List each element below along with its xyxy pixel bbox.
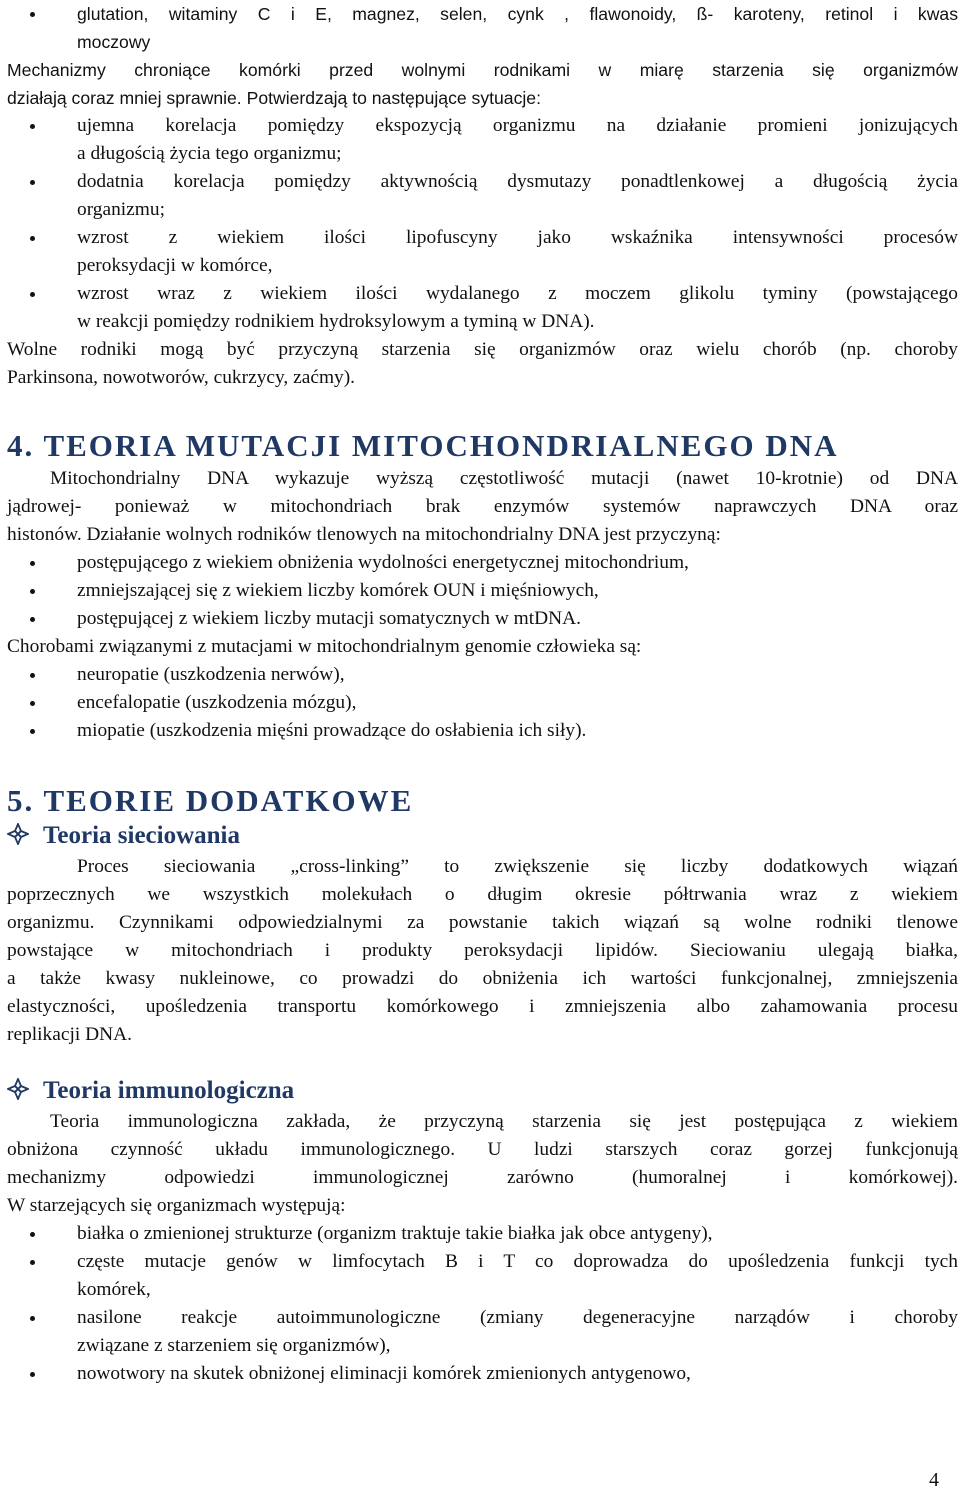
line: komórek, (77, 1279, 151, 1300)
paragraph-line: powstające w mitochondriach i produkty peroksydacji lipidów. Sieciowaniu ulegają białka, (7, 940, 958, 961)
line: wzrost wraz z wiekiem ilości wydalanego z moczem glikolu tyminy (powstającego (77, 283, 958, 304)
paragraph-line: a także kwasy nukleinowe, co prowadzi do obniżenia ich wartości funkcjonalnej, zmniejszenia (7, 968, 958, 989)
line: ujemna korelacja pomiędzy ekspozycją organizmu na działanie promieni jonizujących (77, 115, 958, 136)
paragraph-line: Mitochondrialny DNA wykazuje wyższą częstotliwość mutacji (nawet 10-krotnie) od DNA (50, 468, 958, 489)
subsection-title: Teoria immunologiczna (43, 1077, 295, 1104)
text-run: działają coraz mniej sprawnie. (7, 88, 242, 108)
list-item: postępującego z wiekiem obniżenia wydolności energetycznej mitochondrium, (77, 549, 958, 577)
list-item (77, 0, 958, 56)
paragraph-line: obniżona czynność układu immunologicznego. U ludzi starszych coraz gorzej funkcjonują (7, 1139, 958, 1160)
line: wzrost z wiekiem ilości lipofuscyny jako wskaźnika intensywności procesów (77, 227, 958, 248)
list-item: miopatie (uszkodzenia mięśni prowadzące do osłabienia ich siły). (77, 717, 958, 745)
paragraph-line: Wolne rodniki mogą być przyczyną starzenia się organizmów oraz wielu chorób (np. choroby (7, 339, 958, 360)
list-item (77, 1248, 958, 1304)
paragraph-line: W starzejących się organizmach występują: (7, 1195, 346, 1216)
line: związane z starzeniem się organizmów), (77, 1335, 391, 1356)
paragraph-line: Proces sieciowania „cross-linking” to zwiększenie się liczby dodatkowych wiązań (77, 856, 958, 877)
list-item (77, 224, 958, 280)
paragraph-line: poprzecznych we wszystkich molekułach o długim okresie półtrwania wraz z wiekiem (7, 884, 958, 905)
list-item (77, 1360, 958, 1388)
paragraph-line: jądrowej- ponieważ w mitochondriach brak enzymów systemów naprawczych DNA oraz (7, 496, 958, 517)
list-item: zmniejszającej się z wiekiem liczby komórek OUN i mięśniowych, (77, 577, 958, 605)
list-item: postępującej z wiekiem liczby mutacji somatycznych w mtDNA. (77, 605, 958, 633)
list-item: neuropatie (uszkodzenia nerwów), (77, 661, 958, 689)
line: częste mutacje genów w limfocytach B i T co doprowadza do upośledzenia funkcji tych (77, 1251, 958, 1272)
line: moczowy (77, 32, 151, 52)
list-item (77, 1220, 958, 1248)
paragraph-line: elastyczności, upośledzenia transportu komórkowego i zmniejszenia albo zahamowania procesu (7, 996, 958, 1017)
subsection-title: Teoria sieciowania (43, 822, 240, 849)
paragraph-line: organizmu. Czynnikami odpowiedzialnymi za powstanie takich wiązań są wolne rodniki tlenowe (7, 912, 958, 933)
list-item (77, 112, 958, 168)
diamond-bullet-icon (7, 823, 29, 845)
line: a długością życia tego organizmu; (77, 143, 342, 164)
page-number: 4 (929, 1469, 939, 1491)
text-run: Potwierdzają to następujące sytuacje: (241, 88, 541, 108)
paragraph-line: Parkinsona, nowotworów, cukrzycy, zaćmy). (7, 367, 356, 388)
list-item (77, 280, 958, 336)
line: w reakcji pomiędzy rodnikiem hydroksylowym a tyminą w DNA). (77, 311, 595, 332)
paragraph-line: mechanizmy odpowiedzi immunologicznej zarówno (humoralnej i komórkowej). (7, 1167, 958, 1188)
line: nowotwory na skutek obniżonej eliminacji komórek zmienionych antygenowo, (77, 1363, 691, 1384)
paragraph-line: Teoria immunologiczna zakłada, że przyczyną starzenia się jest postępująca z wiekiem (50, 1111, 958, 1132)
subsection-heading (7, 1075, 294, 1107)
section-heading: 5. TEORIE DODATKOWE (7, 783, 414, 818)
paragraph-line: replikacji DNA. (7, 1024, 132, 1045)
line: organizmu; (77, 199, 165, 220)
paragraph-line (7, 84, 958, 113)
paragraph-line: Mechanizmy chroniące komórki przed wolnymi rodnikami w miarę starzenia się organizmów (7, 60, 958, 80)
list-item (77, 1304, 958, 1360)
list-item: encefalopatie (uszkodzenia mózgu), (77, 689, 958, 717)
line: nasilone reakcje autoimmunologiczne (zmiany degeneracyjne narządów i choroby (77, 1307, 958, 1328)
line: peroksydacji w komórce, (77, 255, 273, 276)
section-heading: 4. TEORIA MUTACJI MITOCHONDRIALNEGO DNA (7, 428, 839, 463)
paragraph-line: Chorobami związanymi z mutacjami w mitochondrialnym genomie człowieka są: (7, 636, 642, 657)
line: białka o zmienionej strukturze (organizm traktuje takie białka jak obce antygeny), (77, 1223, 713, 1244)
subsection-heading (7, 820, 240, 852)
line: glutation, witaminy C i E, magnez, selen, cynk , flawonoidy, ß- karoteny, retinol i kwas (77, 4, 958, 24)
paragraph-line: histonów. Działanie wolnych rodników tlenowych na mitochondrialny DNA jest przyczyną: (7, 524, 721, 545)
line: dodatnia korelacja pomiędzy aktywnością dysmutazy ponadtlenkowej a długością życia (77, 171, 958, 192)
diamond-bullet-icon (7, 1078, 29, 1100)
list-item (77, 168, 958, 224)
